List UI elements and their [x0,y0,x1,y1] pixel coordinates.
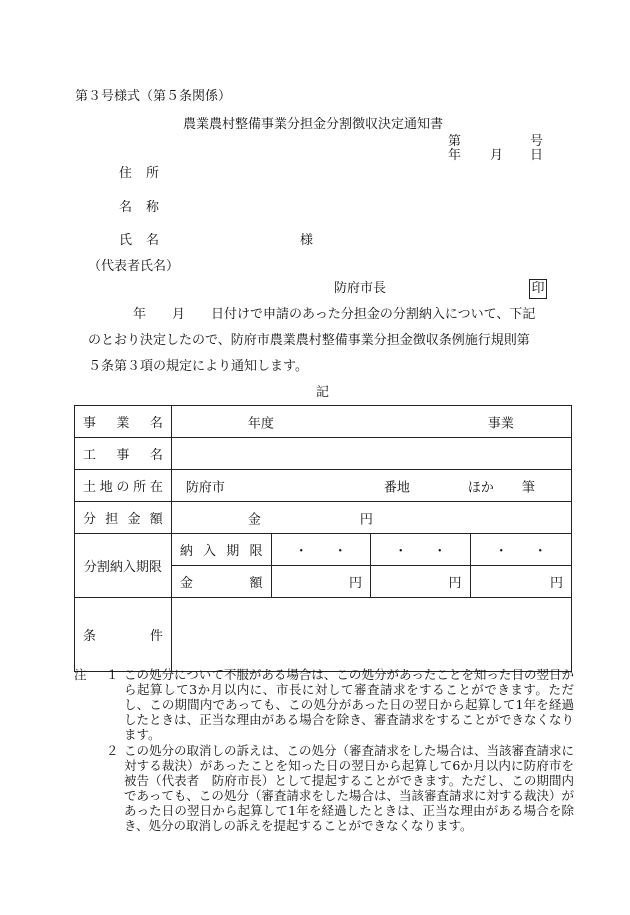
form-number: 第３号様式（第５条関係） [75,89,232,104]
seal-mark: 印 [529,279,547,299]
work-name-value [171,438,571,470]
row-installment-due [75,534,572,566]
row-conditions [75,598,572,672]
address-label-2: 所 [146,166,160,181]
date-day: 日 [530,148,544,163]
share-amount-label: 分 担 金 額 [83,512,163,527]
address-label-1: 住 [119,166,133,181]
notes-head: 注 [74,667,87,682]
row-project-name [75,406,572,438]
installment-label: 分割納入期限 [75,534,172,598]
due-date-3: ・ ・ [470,534,572,566]
fiscal-year: 年度 [247,416,274,431]
project-name-value [171,406,571,438]
amount-yen-1: 円 [271,566,371,598]
project-name-label: 事 業 名 [83,416,163,431]
note-1-number: １ [106,667,119,682]
due-date-label: 納 入 期 限 [179,544,263,559]
conditions-value [171,598,571,672]
note-2-number: ２ [106,743,119,758]
land-location-value [171,470,571,502]
due-date-1: ・ ・ [271,534,371,566]
person-label-1: 氏 [119,233,133,248]
note-2-text: この処分の取消しの訴えは、この処分（審査請求をした場合は、当該審査請求に対する裁決）があったことを知った日の翌日から起算して6か月以内に防府市を被告（代表者 防府市長）として提起することができます。ただし、この期間内であっても、この処分（審査請求をした場合は、当該審査請求に対する裁決）があった日の翌日から起算して1年を経過したときは、正当な理由がある場合を除き、処分の取消しの訴えを提起することができなくなります。 [124,743,575,833]
city: 防府市 [185,480,225,495]
note-1-text: この処分について不服がある場合は、この処分があったことを知った日の翌日から起算して3か月以内に、市長に対して審査請求をすることができます。ただし、この期間内であっても、この処分があった日の翌日から起算して1年を経過したときは、正当な理由がある場合を除き、審査請求をすることができなくなります。 [124,667,574,742]
share-yen: 円 [359,512,373,527]
kin-label: 金 [247,512,261,527]
due-date-2: ・ ・ [371,534,471,566]
share-amount-value [171,502,571,534]
representative-label: （代表者氏名） [88,259,180,274]
ki-heading: 記 [316,385,330,400]
row-work-name [75,438,572,470]
person-label-2: 名 [146,233,160,248]
notes [74,667,574,833]
row-share-amount [75,502,572,534]
project: 事業 [487,416,514,431]
hoka: ほか [467,480,494,495]
amount-yen-3: 円 [470,566,572,598]
sama-honorific: 様 [300,233,314,248]
conditions-label: 条 件 [83,629,163,644]
doc-number-go: 号 [530,134,544,149]
name-label-1: 名 [119,200,133,215]
hitsu: 筆 [521,480,535,495]
issuer: 防府市長 [334,281,387,296]
body-line-2: のとおり決定したので、防府市農業農村整備事業分担金徴収条例施行規則第 [88,333,530,348]
land-location-label: 土 地 の 所 在 [83,480,163,495]
name-label-2: 称 [146,200,160,215]
body-line-3: ５条第３項の規定により通知します。 [88,359,308,374]
row-land-location [75,470,572,502]
amount-label: 金 額 [179,576,263,591]
banchi: 番地 [383,480,410,495]
doc-number-dai: 第 [448,134,462,149]
document-title: 農業農村整備事業分担金分割徴収決定通知書 [183,117,444,132]
work-name-label: 工 事 名 [83,448,163,463]
body-line-1: 年 月 日付けで申請のあった分担金の分割納入について、下記 [133,307,536,322]
date-month: 月 [490,148,504,163]
amount-yen-2: 円 [371,566,471,598]
details-table [74,405,572,672]
date-year: 年 [448,148,462,163]
